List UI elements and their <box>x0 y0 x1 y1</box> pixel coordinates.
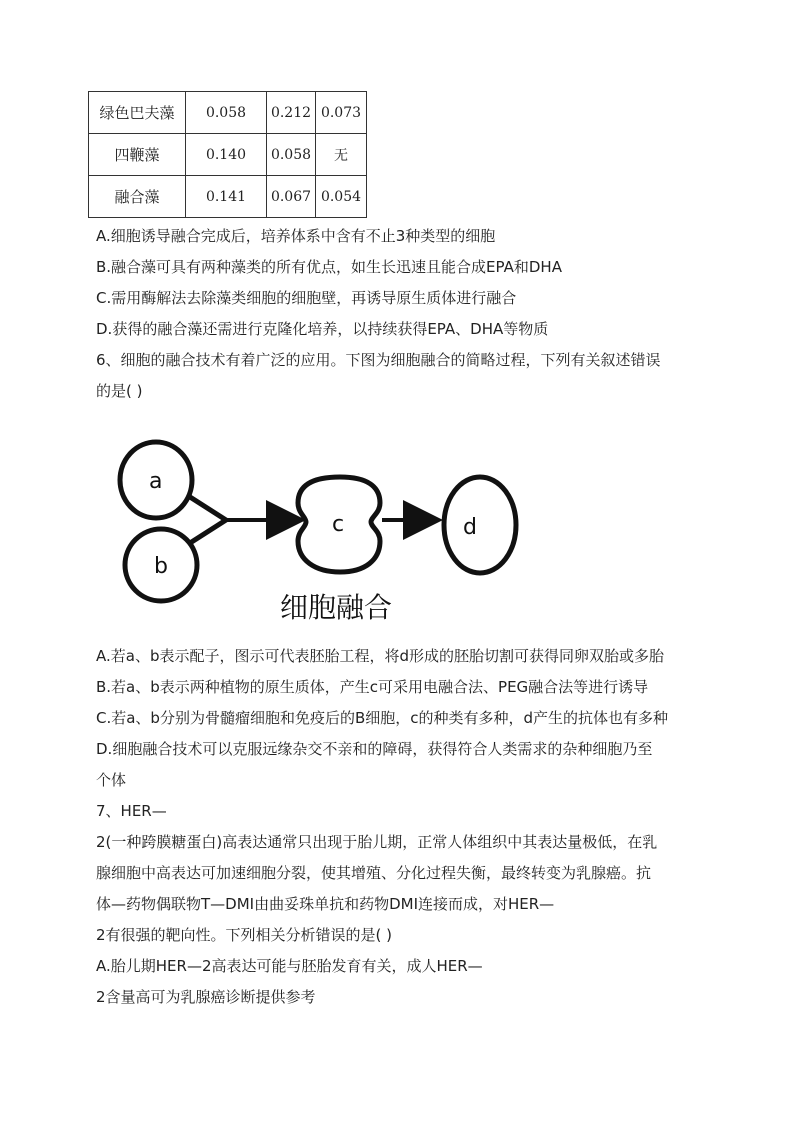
q7-stem-line-3: 腺细胞中高表达可加速细胞分裂，使其增殖、分化过程失衡，最终转变为乳腺癌。抗 <box>96 864 652 882</box>
cell-c-label: c <box>332 512 345 537</box>
q5-option-a: A.细胞诱导融合完成后，培养体系中含有不止3种类型的细胞 <box>96 227 496 245</box>
q5-option-b: B.融合藻可具有两种藻类的所有优点，如生长迅速且能合成EPA和DHA <box>96 258 562 276</box>
merge-lines <box>190 497 226 543</box>
table-row <box>89 134 367 176</box>
table-cell: 0.140 <box>186 134 267 176</box>
table-cell: 0.067 <box>267 176 316 218</box>
cell-d-label: d <box>463 515 477 540</box>
algae-data-table <box>88 91 367 218</box>
q5-option-c: C.需用酶解法去除藻类细胞的细胞壁，再诱导原生质体进行融合 <box>96 289 517 307</box>
table-row <box>89 176 367 218</box>
cell-d-ellipse <box>444 477 516 573</box>
cell-b-label: b <box>154 554 168 579</box>
q6-option-d-line-2: 个体 <box>96 771 127 789</box>
table-cell: 无 <box>316 134 367 176</box>
table-cell: 0.058 <box>186 92 267 134</box>
q6-option-d-line-1: D.细胞融合技术可以克服远缘杂交不亲和的障碍，获得符合人类需求的杂种细胞乃至 <box>96 740 653 758</box>
table-cell: 0.212 <box>267 92 316 134</box>
q7-option-a-line-1: A.胎儿期HER—2高表达可能与胚胎发育有关，成人HER— <box>96 957 483 975</box>
diagram-caption: 细胞融合 <box>280 591 393 624</box>
q7-stem-line-5: 2有很强的靶向性。下列相关分析错误的是( ) <box>96 926 393 944</box>
table-cell: 四鞭藻 <box>89 134 186 176</box>
table-cell: 0.141 <box>186 176 267 218</box>
q6-stem-line-2: 的是( ) <box>96 382 143 400</box>
q5-option-d: D.获得的融合藻还需进行克隆化培养，以持续获得EPA、DHA等物质 <box>96 320 549 338</box>
table-cell: 绿色巴夫藻 <box>89 92 186 134</box>
table-row <box>89 92 367 134</box>
table-cell: 0.058 <box>267 134 316 176</box>
q6-option-a: A.若a、b表示配子，图示可代表胚胎工程，将d形成的胚胎切割可获得同卵双胎或多胎 <box>96 647 665 665</box>
cell-a-label: a <box>149 469 163 494</box>
q6-option-b: B.若a、b表示两种植物的原生质体，产生c可采用电融合法、PEG融合法等进行诱导 <box>96 678 649 696</box>
table-cell: 0.054 <box>316 176 367 218</box>
table-cell: 融合藻 <box>89 176 186 218</box>
cell-fusion-diagram <box>100 425 540 630</box>
q7-stem-line-1: 7、HER— <box>96 802 167 820</box>
q6-stem-line-1: 6、细胞的融合技术有着广泛的应用。下图为细胞融合的简略过程，下列有关叙述错误 <box>96 351 661 369</box>
q6-option-c: C.若a、b分别为骨髓瘤细胞和免疫后的B细胞，c的种类有多种，d产生的抗体也有多种 <box>96 709 669 727</box>
q7-stem-line-4: 体—药物偶联物T—DMI由曲妥珠单抗和药物DMI连接而成，对HER— <box>96 895 555 913</box>
q7-option-a-line-2: 2含量高可为乳腺癌诊断提供参考 <box>96 988 316 1006</box>
table-cell: 0.073 <box>316 92 367 134</box>
q7-stem-line-2: 2(一种跨膜糖蛋白)高表达通常只出现于胎儿期，正常人体组织中其表达量极低，在乳 <box>96 833 658 851</box>
